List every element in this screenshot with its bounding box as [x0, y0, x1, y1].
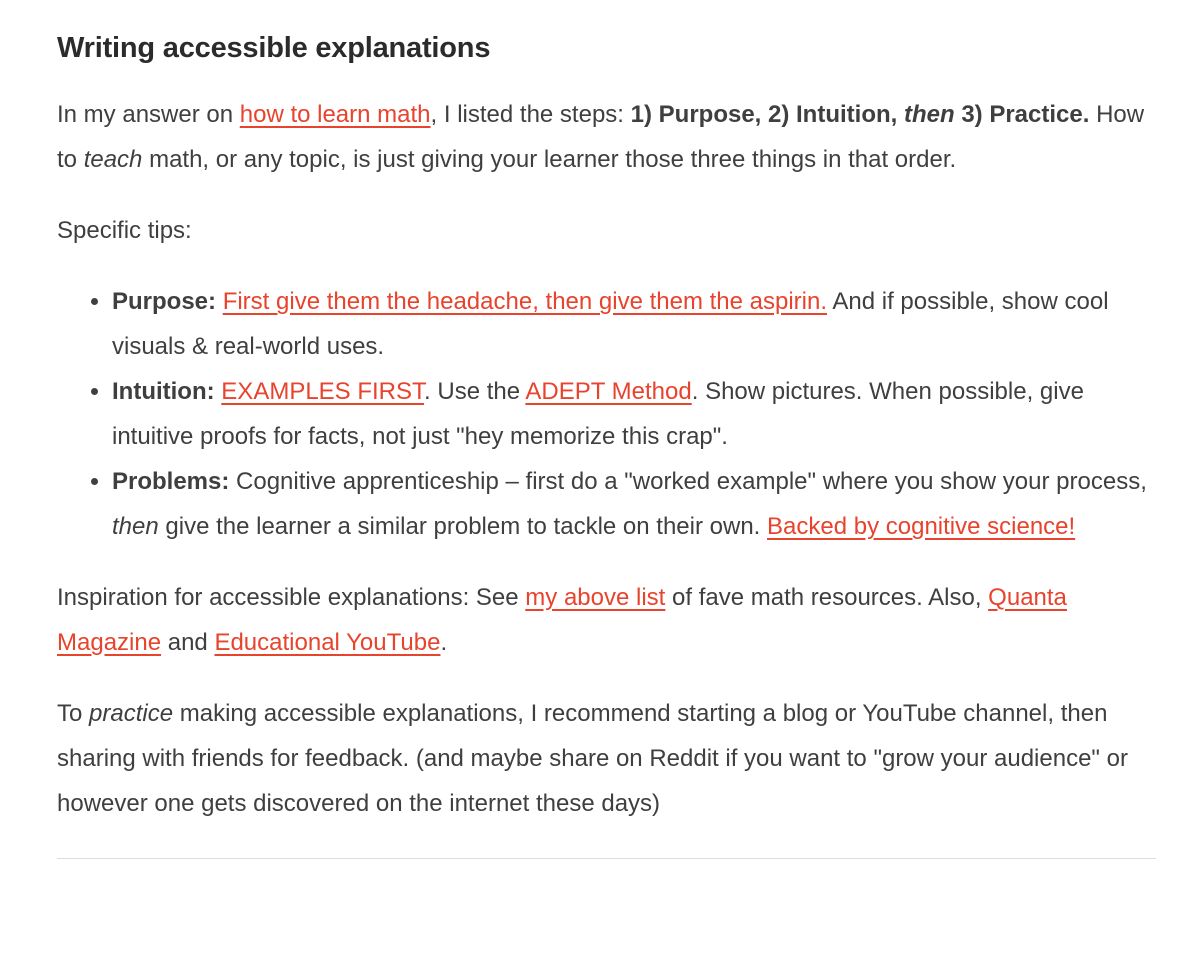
text-segment: math, or any topic, is just giving your learner those three things in that order. — [142, 146, 957, 173]
text-segment: . — [440, 629, 448, 656]
inspiration-paragraph — [57, 575, 1156, 665]
text-segment: . Show pictures. When possible, give intuitive proofs for facts, not just "hey memorize this crap". — [112, 378, 1084, 450]
text-segment: , I listed the steps: — [430, 101, 631, 128]
specific-tips-label: Specific tips: — [57, 217, 192, 244]
text-segment: And if possible, show cool visuals & real-world uses. — [112, 288, 1109, 360]
tips-list — [57, 279, 1156, 549]
page-title: Writing accessible explanations — [57, 32, 491, 64]
text-segment: making accessible explanations, I recommend starting a blog or YouTube channel, then sharing with friends for feedback. (and maybe share on Reddit if you want to "grow your audience" or however one gets discovered on the internet these days) — [57, 700, 1128, 817]
link-my-above-list[interactable]: my above list — [525, 584, 666, 611]
text-segment-bold: Intuition: — [112, 378, 222, 405]
text-segment-bold-italic: then — [903, 101, 955, 128]
list-item-intuition — [112, 369, 1156, 459]
text-segment-bold: Purpose: — [112, 288, 223, 315]
text-segment: and — [161, 629, 215, 656]
text-segment: How to — [57, 101, 1145, 173]
intro-paragraph — [57, 92, 1156, 182]
text-segment-bold: Problems: — [112, 468, 237, 495]
text-segment-bold: 3) Practice. — [954, 101, 1090, 128]
text-segment: of fave math resources. Also, — [665, 584, 989, 611]
text-segment-italic: then — [112, 513, 159, 540]
link-headache-aspirin[interactable]: First give them the headache, then give them the aspirin. — [222, 288, 828, 315]
text-segment-bold: 1) Purpose, 2) Intuition, — [630, 101, 904, 128]
text-segment: . Use the — [424, 378, 526, 405]
link-how-to-learn-math[interactable]: how to learn math — [239, 101, 431, 128]
link-quanta-magazine[interactable]: Quanta Magazine — [57, 584, 1067, 656]
link-examples-first[interactable]: EXAMPLES FIRST — [221, 378, 425, 405]
text-segment: Inspiration for accessible explanations: See — [57, 584, 526, 611]
section-divider — [57, 858, 1156, 859]
text-segment-italic: teach — [83, 146, 143, 173]
link-backed-by-cognitive-science[interactable]: Backed by cognitive science! — [767, 513, 1076, 540]
practice-paragraph — [57, 691, 1156, 826]
text-segment: give the learner a similar problem to tackle on their own. — [158, 513, 768, 540]
text-segment: In my answer on — [57, 101, 240, 128]
text-segment-italic: practice — [89, 700, 174, 727]
text-segment: Cognitive apprenticeship – first do a "worked example" where you show your process, — [236, 468, 1147, 495]
link-adept-method[interactable]: ADEPT Method — [525, 378, 692, 405]
link-educational-youtube[interactable]: Educational YouTube — [214, 629, 441, 656]
text-segment: To — [57, 700, 90, 727]
list-item-problems — [112, 459, 1156, 549]
list-item-purpose — [112, 279, 1156, 369]
